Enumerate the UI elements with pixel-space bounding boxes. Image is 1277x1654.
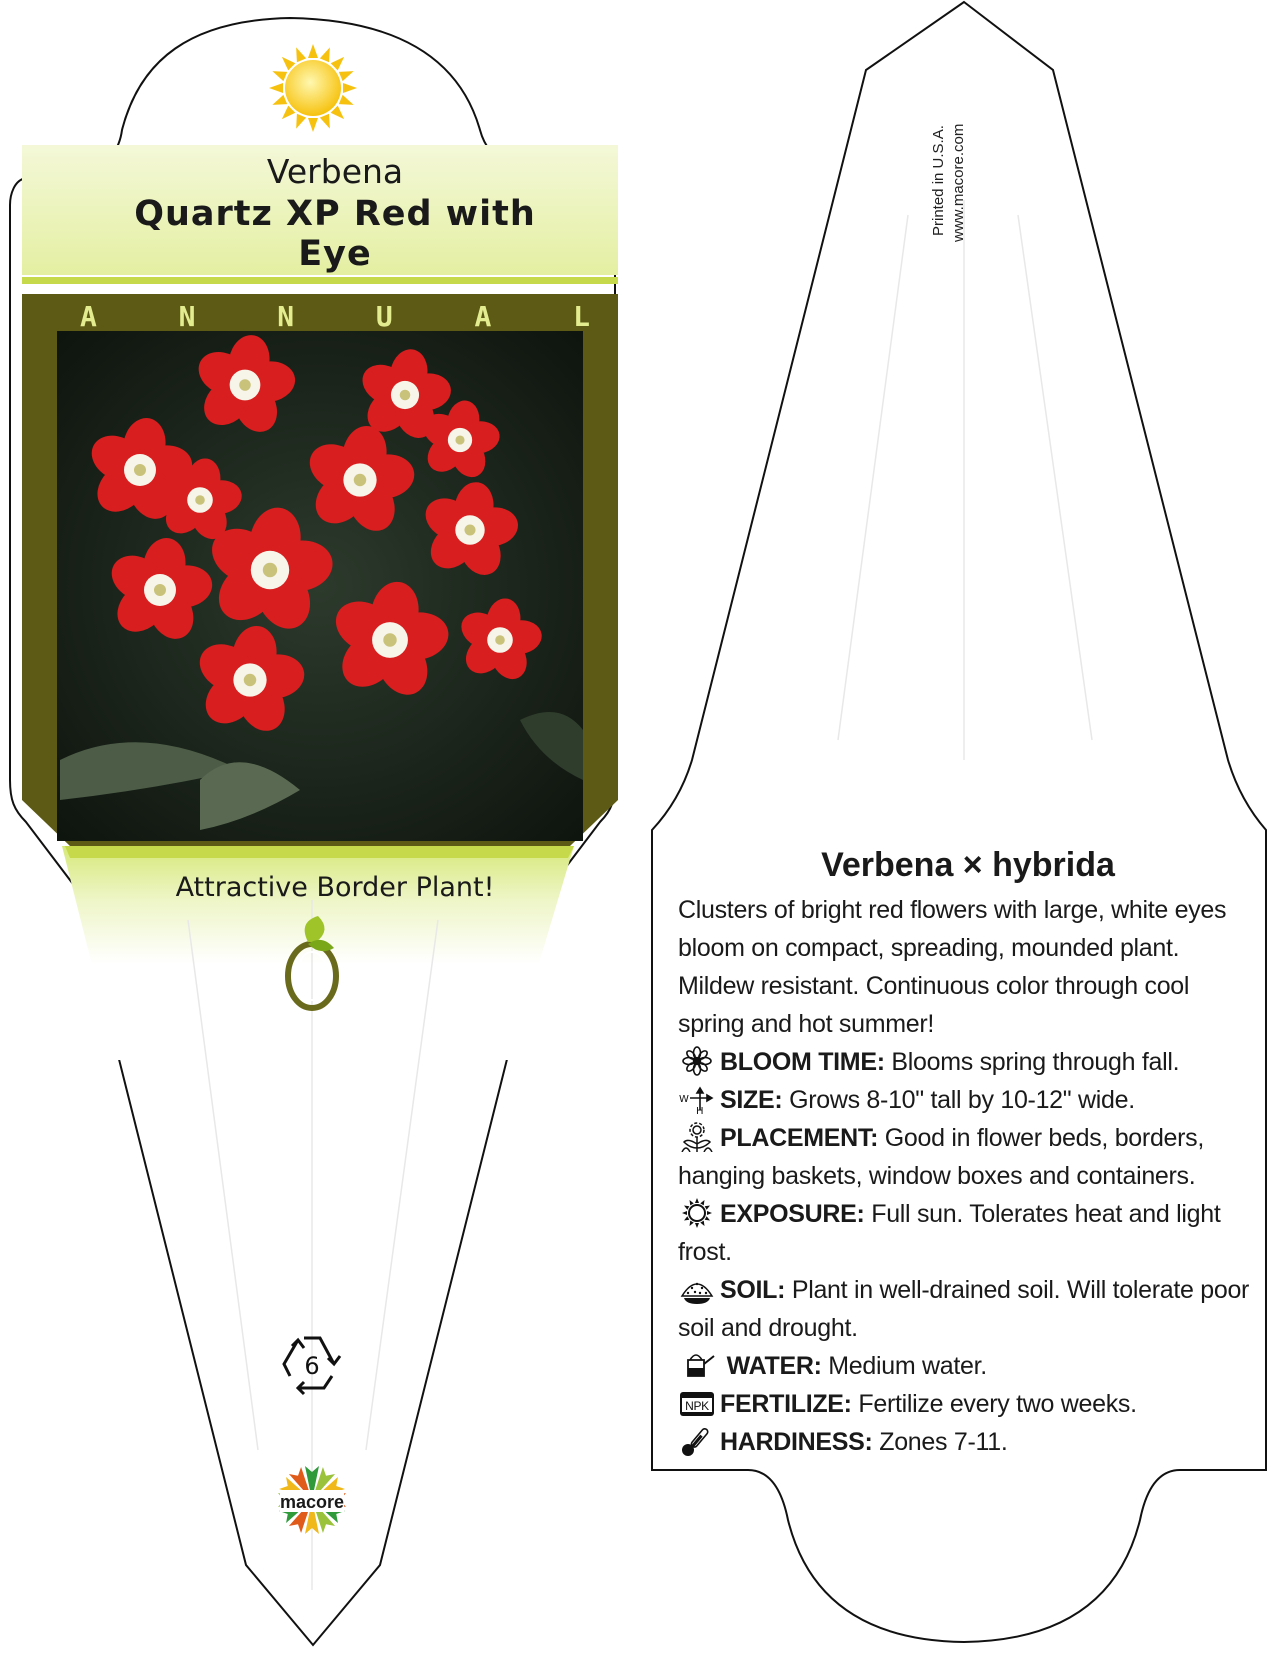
size-icon <box>678 1084 716 1114</box>
svg-text:macore: macore <box>279 1492 345 1512</box>
variety-line-2: Eye <box>298 234 372 274</box>
water-row: WATER: Medium water. <box>678 1347 1258 1385</box>
flower-icon <box>678 1046 716 1076</box>
care-info <box>678 846 1258 1461</box>
exposure-row: EXPOSURE: Full sun. Tolerates heat and light frost. <box>678 1200 1221 1266</box>
npk-icon <box>678 1388 716 1418</box>
print-info <box>930 30 967 242</box>
placement-icon <box>678 1122 716 1152</box>
hardiness-row: HARDINESS: Zones 7-11. <box>678 1423 1258 1461</box>
description: Clusters of bright red flowers with large, white eyes bloom on compact, spreading, mounded plant. Mildew resistant. Continuous color through cool spring and hot summer! <box>678 896 1227 1038</box>
watering-can-icon <box>678 1350 716 1380</box>
placement-row: PLACEMENT: Good in flower beds, borders, hanging baskets, window boxes and containers. <box>678 1124 1205 1190</box>
variety-line-1: Quartz XP Red with <box>134 194 536 234</box>
svg-text:W: W <box>679 1094 689 1105</box>
plant-type-label: A N N U A L <box>80 300 590 333</box>
botanical-name: Verbena × hybrida <box>821 846 1115 884</box>
website: www.macore.com <box>950 123 967 242</box>
soil-row: SOIL: Plant in well-drained soil. Will tolerate poor soil and drought. <box>678 1276 1250 1342</box>
printed-note: Printed in U.S.A. <box>930 125 947 236</box>
recycle-number: 6 <box>304 1352 320 1380</box>
sun-icon <box>678 1198 716 1228</box>
soil-icon <box>678 1274 716 1304</box>
plant-variety <box>40 194 630 274</box>
bloom-time-row: BLOOM TIME: Blooms spring through fall. <box>678 1043 1258 1081</box>
tagline: Attractive Border Plant! <box>175 872 495 903</box>
fertilize-row: NPK FERTILIZE: Fertilize every two weeks. <box>678 1385 1258 1423</box>
size-row: W H SIZE: Grows 8-10" tall by 10-12" wide. <box>678 1081 1258 1119</box>
svg-text:H: H <box>696 1106 704 1114</box>
plant-genus: Verbena <box>266 152 404 191</box>
svg-text:NPK: NPK <box>685 1399 709 1413</box>
sun-icon <box>269 44 357 132</box>
thermometer-icon <box>678 1426 716 1456</box>
